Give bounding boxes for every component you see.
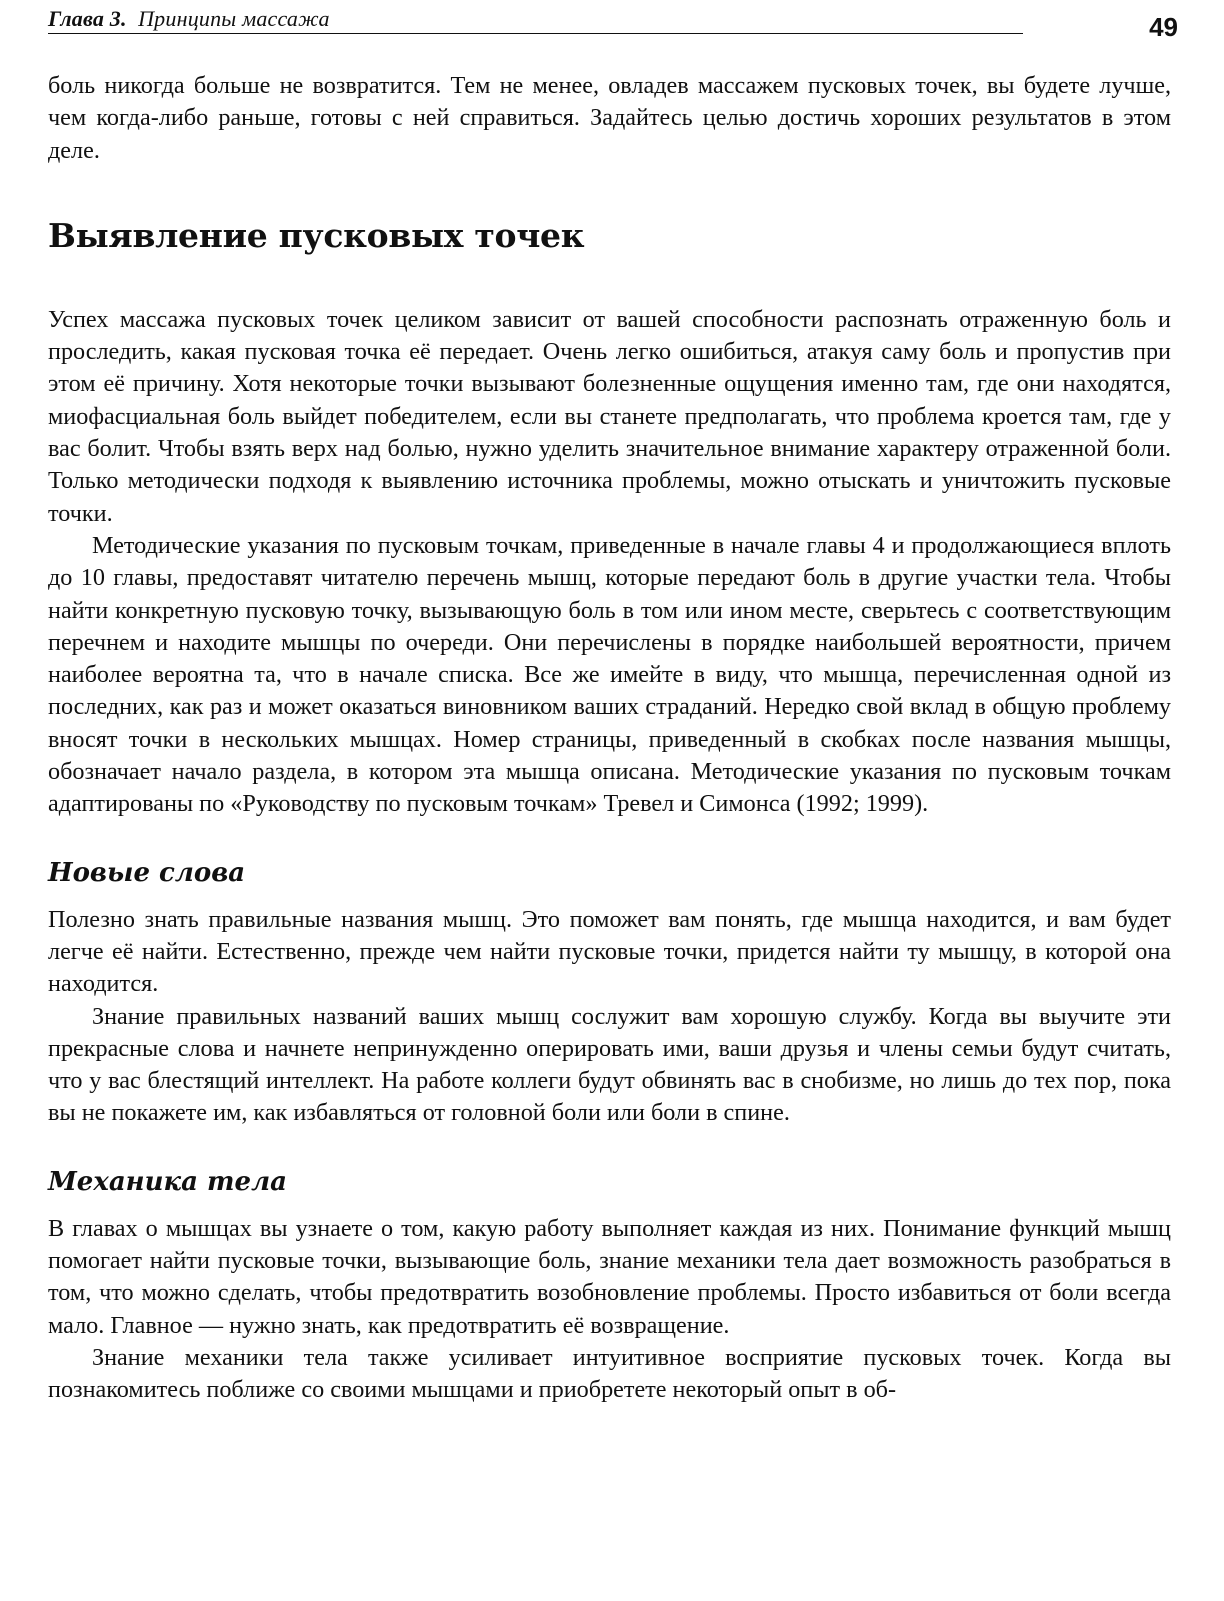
section-paragraph-1: Успех массажа пусковых точек целиком зависит от вашей способности распознать отраженную боль и проследить, какая пусковая точка её передает. Очень легко ошибиться, атакуя саму боль и пропустив при этом её причину. Хотя некоторые точки вызывают болезненные ощущения именно там, где они находятся, миофасциальная боль выйдет победителем, если вы станете предполагать, что проблема кроется там, где у вас болит. Чтобы взять верх над болью, нужно уделить значительное внимание характеру отраженной боли. Только методически подходя к выявлению источника проблемы, можно отыскать и уничтожить пусковые точки.	[48, 305, 1171, 527]
chapter-title: Принципы массажа	[138, 6, 330, 31]
body-mechanics-paragraph-1: В главах о мышцах вы узнаете о том, какую работу выполняет каждая из них. Понимание функций мышц помогает найти пусковые точки, вызывающие боль, знание механики тела дает возможность разобраться в том, что можно сделать, чтобы предотвратить возобновление проблемы. Просто избавиться от боли всегда мало. Главное — нужно знать, как предотвратить её возвращение.	[48, 1214, 1171, 1339]
page-number: 49	[1149, 12, 1178, 42]
running-header	[48, 2, 1178, 42]
intro-paragraph: боль никогда больше не возвратится. Тем не менее, овладев массажем пусковых точек, вы будете лучше, чем когда-либо раньше, готовы с ней справиться. Задайтесь целью достичь хороших результатов в этом деле.	[48, 72, 1171, 164]
chapter-label: Глава 3.	[48, 6, 127, 31]
section-paragraph-2: Методические указания по пусковым точкам, приведенные в начале главы 4 и продолжающиеся вплоть до 10 главы, предоставят читателю перечень мышц, которые передают боль в другие участки тела. Чтобы найти конкретную пусковую точку, вызывающую боль в том или ином месте, сверьтесь с соответствующим перечнем и находите мышцы по очереди. Они перечислены в порядке наибольшей вероятности, причем наиболее вероятна та, что в начале списка. Все же имейте в виду, что мышца, перечисленная одной из последних, как раз и может оказаться виновником ваших страданий. Нередко свой вклад в общую проблему вносят точки в нескольких мышцах. Номер страницы, приведенный в скобках после названия мышцы, обозначает начало раздела, в котором эта мышца описана. Методические указания по пусковым точкам адаптированы по «Руководству по пусковым точкам» Тревел и Симонса (1992; 1999).	[48, 531, 1171, 818]
header-rule	[48, 33, 1023, 34]
new-words-paragraph-1: Полезно знать правильные названия мышц. Это поможет вам понять, где мышца находится, и вам будет легче её найти. Естественно, прежде чем найти пусковые точки, придется найти ту мышцу, в которой она находится.	[48, 905, 1171, 998]
chapter-heading	[48, 6, 330, 32]
body-mechanics-paragraph-2: Знание механики тела также усиливает интуитивное восприятие пусковых точек. Когда вы познакомитесь поближе со своими мышцами и приобретете некоторый опыт в об-	[48, 1343, 1171, 1404]
page-body	[48, 70, 1171, 1407]
new-words-paragraph-2: Знание правильных названий ваших мышц сослужит вам хорошую службу. Когда вы выучите эти прекрасные слова и начнете непринужденно оперировать ими, ваши друзья и члены семьи будут считать, что у вас блестящий интеллект. На работе коллеги будут обвинять вас в снобизме, но лишь до тех пор, пока вы не покажете им, как избавляться от головной боли или боли в спине.	[48, 1002, 1171, 1127]
subsection-title-new-words: Новые слова	[48, 857, 246, 888]
section-title: Выявление пусковых точек	[48, 215, 585, 255]
subsection-title-body-mechanics: Механика тела	[48, 1166, 287, 1197]
